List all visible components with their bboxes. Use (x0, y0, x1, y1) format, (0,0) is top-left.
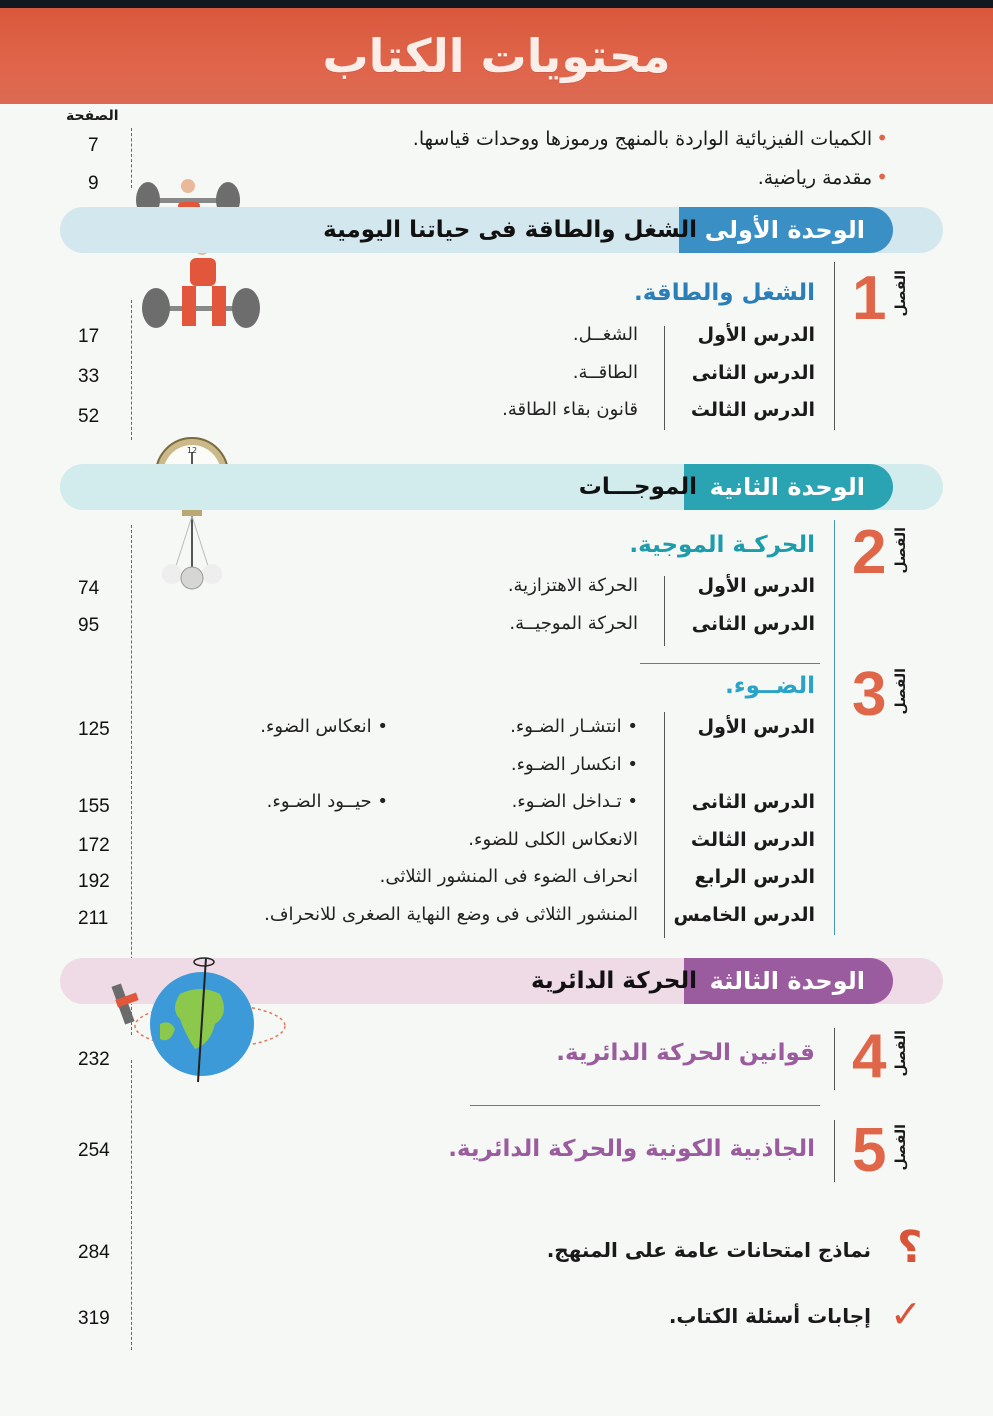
page-number: 33 (78, 366, 100, 387)
chapter-1-number: 1 (852, 264, 887, 333)
top-dark-strip (0, 0, 993, 8)
lesson-3-2-topic-b[interactable]: • حيــود الضـوء. (266, 791, 388, 812)
page-number: 254 (78, 1140, 110, 1161)
page-number: 9 (88, 173, 99, 194)
page-number: 74 (78, 578, 100, 599)
unit-1-tag: الوحدة الأولى (679, 207, 893, 253)
chapter-separator (470, 1105, 820, 1106)
unit-3-title: الحركة الدائرية (531, 968, 697, 994)
unit-3-tag: الوحدة الثالثة (684, 958, 893, 1004)
page-column-divider (131, 1060, 132, 1350)
lesson-1-1-name: الدرس الأول (697, 324, 815, 346)
chapter-1-divider (834, 262, 835, 430)
toc-entry-answers[interactable]: إجابات أسئلة الكتاب. (668, 1304, 871, 1328)
bullet: • (876, 165, 888, 189)
lesson-3-3-name: الدرس الثالث (690, 829, 815, 851)
page-number: 232 (78, 1049, 110, 1070)
lesson-3-1-topic-a[interactable]: • انتشـار الضـوء. (510, 716, 638, 737)
toc-entry-intro-quantities[interactable]: •الكميات الفيزيائية الواردة بالمنهج ورموزها ووحدات قياسها. (412, 126, 888, 150)
svg-text:12: 12 (186, 446, 198, 455)
lesson-3-3-topic[interactable]: الانعكاس الكلى للضوء. (468, 829, 638, 850)
earth-satellite-illustration (100, 944, 290, 1084)
chapter-3-title[interactable]: الضــوء. (725, 673, 815, 699)
page-number: 125 (78, 719, 110, 740)
page-number: 52 (78, 406, 100, 427)
lesson-3-5-topic[interactable]: المنشور الثلاثى فى وضع النهاية الصغرى للانحراف. (264, 904, 638, 925)
chapter-3-number: 3 (852, 660, 887, 729)
unit-2-divider (834, 520, 835, 935)
chapter-label: الفصل (893, 668, 909, 715)
lesson-3-4-name: الدرس الرابع (694, 866, 815, 888)
page-number: 7 (88, 135, 99, 156)
chapter-separator (640, 663, 820, 664)
toc-entry-sample-exams[interactable]: نماذج امتحانات عامة على المنهج. (546, 1238, 871, 1262)
pendulum-clock-illustration (150, 436, 250, 596)
unit-2-bar[interactable] (60, 464, 943, 510)
page-number: 319 (78, 1308, 110, 1329)
lesson-2-2-name: الدرس الثانى (691, 613, 815, 635)
lesson-3-1-topic-b[interactable]: • انعكاس الضوء. (260, 716, 388, 737)
chapter-label: الفصل (893, 1124, 909, 1171)
chapter-2-title[interactable]: الحركـة الموجية. (629, 532, 815, 558)
lesson-divider (664, 576, 665, 646)
page-column-label: الصفحة (66, 108, 119, 124)
chapter-5-number: 5 (852, 1116, 887, 1185)
chapter-label: الفصل (893, 1030, 909, 1077)
lesson-2-1-name: الدرس الأول (697, 575, 815, 597)
page-number: 155 (78, 796, 110, 817)
unit-1-title: الشغل والطاقة فى حياتنا اليومية (323, 217, 697, 243)
page-number: 172 (78, 835, 110, 856)
page-title: محتويات الكتاب (322, 29, 671, 83)
lesson-1-3-name: الدرس الثالث (690, 399, 815, 421)
page-number: 95 (78, 615, 100, 636)
chapter-4-number: 4 (852, 1022, 887, 1091)
unit-2-title: الموجـــات (578, 474, 697, 500)
chapter-5-title[interactable]: الجاذبية الكونية والحركة الدائرية. (448, 1136, 815, 1162)
lesson-2-2-topic[interactable]: الحركة الموجيــة. (509, 613, 638, 634)
checkmark-icon: ✓ (890, 1292, 922, 1336)
lesson-3-4-topic[interactable]: انحراف الضوء فى المنشور الثلاثى. (379, 866, 638, 887)
lesson-divider (664, 712, 665, 938)
chapter-4-title[interactable]: قوانين الحركة الدائرية. (556, 1040, 815, 1066)
lesson-1-3-topic[interactable]: قانون بقاء الطاقة. (502, 399, 638, 420)
unit-2-tag: الوحدة الثانية (684, 464, 893, 510)
page-number: 192 (78, 871, 110, 892)
lesson-3-5-name: الدرس الخامس (673, 904, 815, 926)
lesson-divider (664, 326, 665, 430)
toc-entry-math-intro[interactable]: •مقدمة رياضية. (757, 165, 888, 189)
lesson-1-2-topic[interactable]: الطاقــة. (572, 362, 638, 383)
bullet: • (876, 126, 888, 150)
lesson-3-1-name: الدرس الأول (697, 716, 815, 738)
lesson-3-2-topic-a[interactable]: • تـداخل الضـوء. (511, 791, 638, 812)
lesson-3-1-topic-c[interactable]: • انكسار الضـوء. (510, 754, 638, 775)
chapter-1-title[interactable]: الشغل والطاقة. (633, 280, 815, 306)
weightlifter-illustration (130, 178, 270, 338)
page-number: 211 (78, 908, 109, 929)
lesson-1-2-name: الدرس الثانى (691, 362, 815, 384)
chapter-label: الفصل (893, 270, 909, 317)
lesson-2-1-topic[interactable]: الحركة الاهتزازية. (507, 575, 638, 596)
question-mark-icon: ؟ (897, 1222, 923, 1273)
chapter-2-number: 2 (852, 518, 887, 587)
chapter-4-divider (834, 1028, 835, 1090)
lesson-3-2-name: الدرس الثانى (691, 791, 815, 813)
lesson-1-1-topic[interactable]: الشغــل. (572, 324, 638, 345)
chapter-5-divider (834, 1120, 835, 1182)
unit-1-bar[interactable] (60, 207, 943, 253)
page-number: 284 (78, 1242, 110, 1263)
chapter-label: الفصل (893, 527, 909, 574)
page-number: 17 (78, 326, 100, 347)
title-banner (0, 8, 993, 104)
